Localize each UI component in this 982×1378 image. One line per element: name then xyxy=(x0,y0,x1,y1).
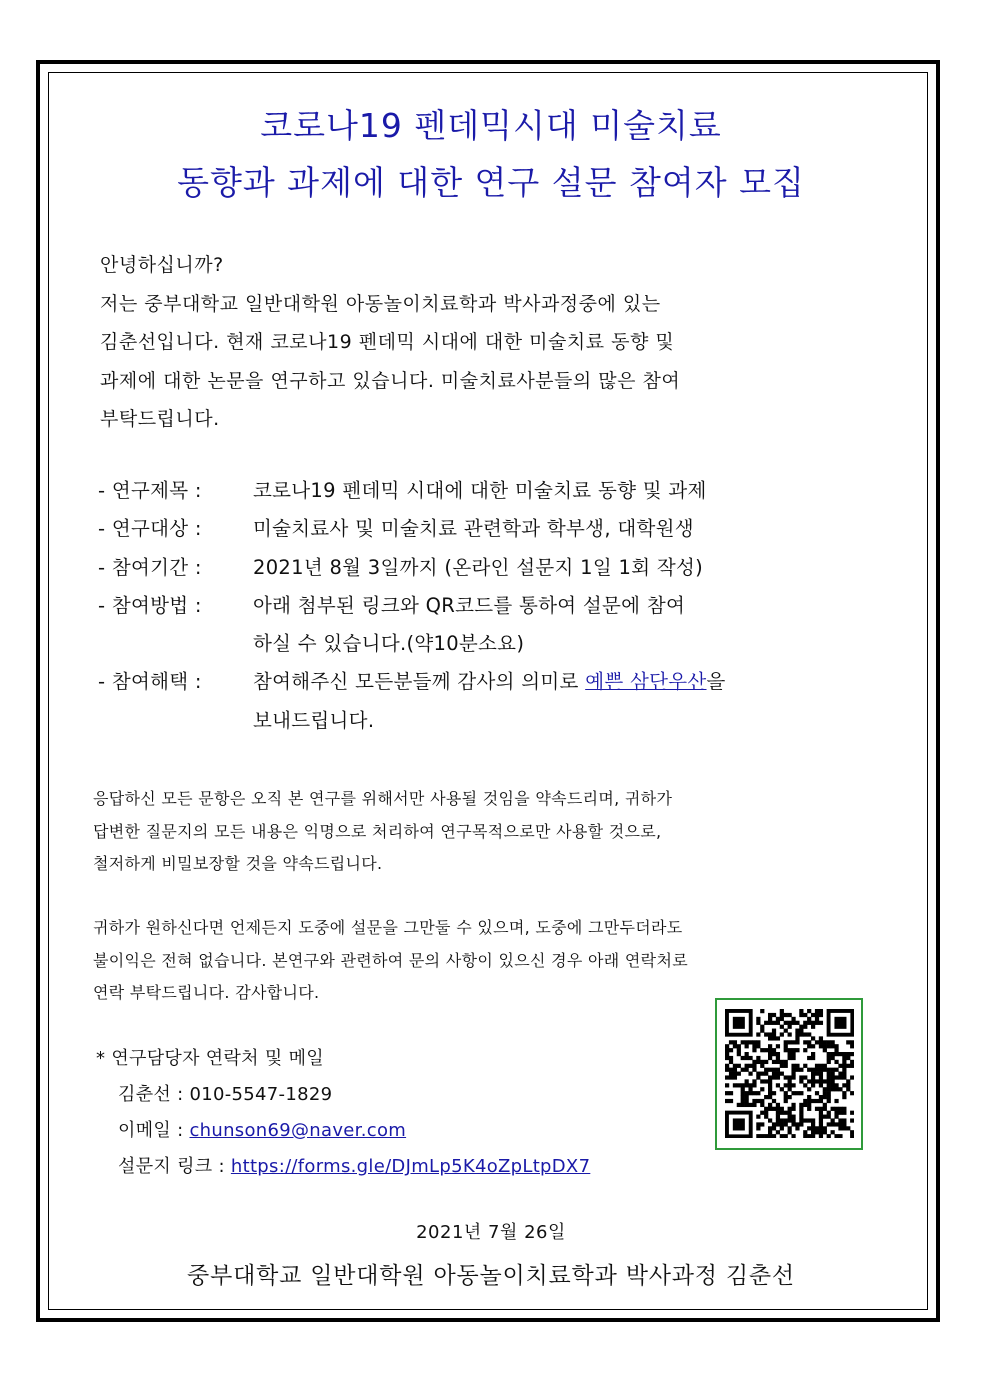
contact-email-row xyxy=(96,1113,590,1149)
study-target-key: - 연구대상 : xyxy=(98,517,202,541)
intro-line: 김춘선입니다. 현재 코로나19 펜데믹 시대에 대한 미술치료 동향 및 xyxy=(100,331,675,353)
study-period-key: - 참여기간 : xyxy=(98,555,202,579)
contact-header: * 연구담당자 연락처 및 메일 xyxy=(96,1048,324,1069)
survey-link-label: 설문지 링크 : xyxy=(118,1156,231,1177)
intro-line: 과제에 대한 논문을 연구하고 있습니다. 미술치료사분들의 많은 참여 xyxy=(100,369,681,392)
study-target-value: 미술치료사 및 미술치료 관련학과 학부생, 대학원생 xyxy=(253,517,694,541)
intro-line: 부탁드립니다. xyxy=(100,408,220,430)
page-title-line2: 동향과 과제에 대한 연구 설문 참여자 모집 xyxy=(177,163,805,202)
study-benefit-suffix: 을 xyxy=(706,670,726,694)
notice-line: 철저하게 비밀보장할 것을 약속드립니다. xyxy=(93,854,383,873)
document-date: 2021년 7월 26일 xyxy=(416,1222,566,1243)
study-period-value: 2021년 8월 3일까지 (온라인 설문지 1일 1회 작성) xyxy=(253,555,704,579)
contact-section xyxy=(96,1041,590,1185)
notice-line: 귀하가 원하신다면 언제든지 도중에 설문을 그만둘 수 있으며, 도중에 그만두더라도 xyxy=(93,918,683,937)
contact-email-link[interactable]: chunson69@naver.com xyxy=(189,1120,407,1141)
study-title-key: - 연구제목 : xyxy=(98,479,202,502)
study-benefit-continuation: 보내드립니다. xyxy=(253,708,375,732)
study-method-key: - 참여방법 : xyxy=(98,593,202,617)
intro-greeting: 안녕하십니까? xyxy=(100,254,224,276)
study-benefit-row xyxy=(98,663,898,701)
study-method-row xyxy=(98,587,898,625)
intro-paragraph xyxy=(100,246,880,439)
withdrawal-notice xyxy=(93,912,893,1010)
study-target-row xyxy=(98,510,898,548)
contact-phone-row xyxy=(96,1077,590,1113)
contact-email-label: 이메일 : xyxy=(118,1120,190,1141)
study-period-row xyxy=(98,549,898,587)
author-signature: 중부대학교 일반대학원 아동놀이치료학과 박사과정 김춘선 xyxy=(187,1263,795,1289)
notice-line: 불이익은 전혀 없습니다. 본연구와 관련하여 문의 사항이 있으신 경우 아래 연락처로 xyxy=(93,950,688,970)
page-title-line1: 코로나19 펜데믹시대 미술치료 xyxy=(260,106,722,145)
notice-line: 응답하신 모든 문항은 오직 본 연구를 위해서만 사용될 것임을 약속드리며, 귀하가 xyxy=(93,789,673,808)
umbrella-highlight: 예쁜 삼단우산 xyxy=(585,670,707,694)
qr-code-icon xyxy=(725,1009,854,1138)
qr-code[interactable] xyxy=(715,998,863,1150)
study-method-value: 아래 첨부된 링크와 QR코드를 통하여 설문에 참여 xyxy=(253,593,686,617)
study-title-value: 코로나19 펜데믹 시대에 대한 미술치료 동향 및 과제 xyxy=(253,479,707,502)
privacy-notice xyxy=(93,783,893,881)
notice-line: 연락 부탁드립니다. 감사합니다. xyxy=(93,983,320,1002)
study-title-row xyxy=(98,472,898,510)
survey-link-row xyxy=(96,1149,590,1185)
contact-phone: 010-5547-1829 xyxy=(189,1084,333,1105)
contact-name-label: 김춘선 : xyxy=(118,1084,190,1105)
notice-line: 답변한 질문지의 모든 내용은 익명으로 처리하여 연구목적으로만 사용할 것으로, xyxy=(93,821,662,841)
study-method-continuation: 하실 수 있습니다.(약10분소요) xyxy=(253,632,525,656)
study-benefit-key: - 참여해택 : xyxy=(98,670,202,694)
study-benefit-value: 참여해주신 모든분들께 감사의 의미로 xyxy=(253,670,586,694)
study-info-list xyxy=(98,472,898,740)
survey-link[interactable]: https://forms.gle/DJmLp5K4oZpLtpDX7 xyxy=(230,1156,591,1177)
intro-line: 저는 중부대학교 일반대학원 아동놀이치료학과 박사과정중에 있는 xyxy=(100,292,661,315)
